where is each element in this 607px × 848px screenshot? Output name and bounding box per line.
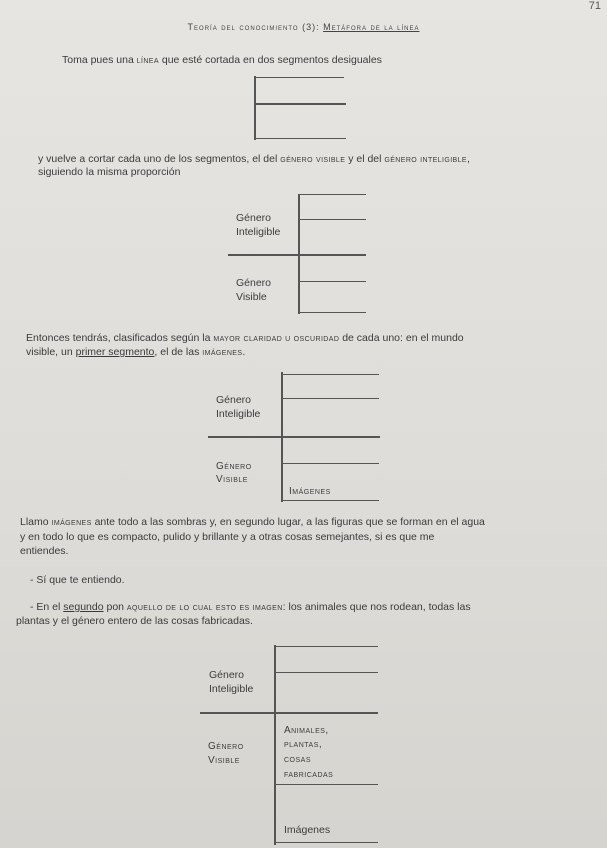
p3-text-mid: de cada uno: en el mundo [339,332,464,344]
p3-text-2: visible, un [26,346,76,358]
p4-text-rest: ante todo a las sombras y, en segundo lugar, a las figuras que se forman en el agua [91,516,485,528]
p6-text-mid: pon [103,601,127,613]
p1-text-end: que esté cortada en dos segmentos desiguales [158,54,382,66]
p2-text-mid: y el del [345,153,385,165]
p3-text-2-mid: , el de las [154,346,203,358]
p6-text-end: : los animales que nos rodean, todas las [282,601,471,613]
diagram3-upper-label-1: Género [216,394,252,406]
paragraph-1 [62,53,382,68]
title-part-1: Teoría del conocimiento (3): [187,22,324,32]
paragraph-4-line-1 [20,515,485,530]
paragraph-4-line-3: entiendes. [20,545,69,557]
title-part-2: Metáfora de la línea [323,22,420,32]
p4-imagenes: imágenes [51,517,92,528]
p3-text: Entonces tendrás, clasificados según la [26,332,214,344]
diagram4-segment-bottom: Imágenes [284,824,331,836]
p6-aquello: aquello de lo cual esto es imagen [126,602,283,613]
diagram4-upper-label-2: Inteligible [209,683,254,695]
p3-text-2-end: . [242,346,246,358]
diagram3-upper-label-2: Inteligible [216,408,261,420]
paragraph-4-line-2: y en todo lo que es compacto, pulido y brillante y a otras cosas semejantes, si es que me [20,531,435,543]
p2-genero-visible: género visible [280,154,346,165]
diagram4-segment-3: cosas [284,754,312,765]
paragraph-3-line-1 [26,331,464,346]
p1-text: Toma pues una [62,54,137,66]
paragraph-3-line-2 [26,345,245,360]
p6-text: - En el [30,601,64,613]
diagram4-segment-1: Animales, [284,725,329,736]
page-number: 71 [588,0,601,12]
diagram2-lower-label-1: Género [236,277,272,289]
diagram2-upper-label-1: Género [236,212,272,224]
p6-segundo: segundo [63,601,104,613]
diagram3-lower-label-1: Género [216,461,252,472]
p1-linea: línea [136,55,159,66]
diagram4-lower-label-1: Género [208,741,244,752]
paragraph-6-line-2: plantas y el género entero de las cosas fabricadas. [16,615,253,627]
diagram2-upper-label-2: Inteligible [236,226,281,238]
diagram4-upper-label-1: Género [209,669,245,681]
diagram2-lower-label-2: Visible [236,291,267,303]
p3-claridad: mayor claridad u oscuridad [213,333,340,344]
paragraph-2-line-2: siguiendo la misma proporción [38,166,181,178]
diagram3-segment-label: Imágenes [289,486,331,497]
diagram4-segment-2: plantas, [284,739,323,750]
p3-imagenes: imágenes [202,347,243,358]
page-title [0,22,607,32]
diagram3-lower-label-2: Visible [216,474,248,485]
diagram4-segment-4: fabricadas [284,769,334,780]
p4-text: Llamo [20,516,52,528]
p2-text: y vuelve a cortar cada uno de los segmentos, el del [38,153,281,165]
p2-genero-inteligible: género inteligible [384,154,467,165]
diagram4-lower-label-2: Visible [208,755,240,766]
paragraph-6-line-1 [30,600,471,615]
paragraph-5: - Sí que te entiendo. [30,574,125,586]
p3-primer-segmento: primer segmento [75,346,155,358]
p2-text-end: , [466,153,470,165]
